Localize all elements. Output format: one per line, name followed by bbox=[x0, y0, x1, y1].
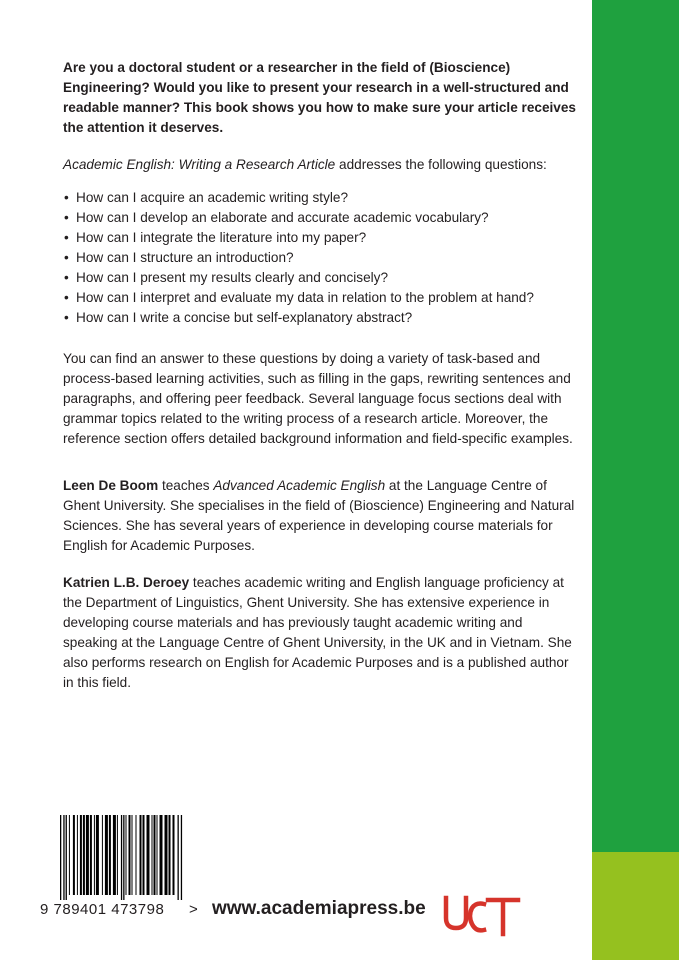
barcode-bar bbox=[77, 815, 78, 895]
list-item: • How can I present my results clearly and concisely? bbox=[63, 268, 578, 288]
author-bio-de-boom bbox=[63, 476, 578, 556]
list-item: • How can I acquire an academic writing style? bbox=[63, 188, 578, 208]
author-bio-text: at the Language Centre of Ghent University. She specialises in the field of (Bioscience) Engineering and Natural Sciences. She has several years of experience in developing course materials for English for Academic Purposes. bbox=[63, 478, 575, 553]
barcode-bar bbox=[105, 815, 108, 895]
barcode-bar bbox=[113, 815, 116, 895]
isbn-digits: 9 789401 473798 bbox=[40, 901, 165, 918]
barcode-bar bbox=[90, 815, 92, 895]
questions-intro bbox=[63, 155, 578, 175]
barcode-bar bbox=[154, 815, 156, 895]
publisher-website: www.academiapress.be bbox=[212, 898, 426, 919]
back-cover-text bbox=[63, 58, 578, 693]
list-item: • How can I write a concise but self-explanatory abstract? bbox=[63, 308, 578, 328]
barcode-bar bbox=[132, 815, 133, 895]
barcode-bar bbox=[147, 815, 150, 895]
barcode-bar bbox=[143, 815, 145, 895]
barcode-bar bbox=[60, 815, 61, 900]
barcode-bar bbox=[102, 815, 103, 895]
barcode-bar bbox=[152, 815, 153, 895]
list-item: • How can I integrate the literature into my paper? bbox=[63, 228, 578, 248]
book-title: Academic English: Writing a Research Article bbox=[63, 157, 336, 172]
lime-side-stripe bbox=[592, 852, 679, 960]
barcode-bar bbox=[160, 815, 163, 895]
questions-list bbox=[63, 188, 578, 328]
barcode-bar bbox=[165, 815, 168, 895]
barcode-bar bbox=[66, 815, 67, 900]
author-name: Katrien L.B. Deroey bbox=[63, 575, 190, 590]
barcode-bar bbox=[109, 815, 111, 895]
author-bio-deroey bbox=[63, 573, 578, 693]
list-item: • How can I develop an elaborate and accurate academic vocabulary? bbox=[63, 208, 578, 228]
description-paragraph: You can find an answer to these questions by doing a variety of task-based and process-based learning activities, such as filling in the gaps, rewriting sentences and paragraphs, and offering peer feedback. Several language focus sections deal with grammar topics related to the writing process of a research article. Moreover, the reference section offers detailed background information and field-specific examples. bbox=[63, 351, 573, 446]
barcode-bar bbox=[80, 815, 82, 895]
barcode-bar bbox=[117, 815, 118, 895]
barcode-bar bbox=[181, 815, 182, 900]
barcode-bar bbox=[157, 815, 158, 895]
barcode-bar bbox=[123, 815, 124, 900]
course-title: Advanced Academic English bbox=[213, 478, 386, 493]
author-bio-text: teaches academic writing and English language proficiency at the Department of Linguistics, Ghent University. She has extensive experience in developing course materials and has previously taught academic writing and speaking at the Language Centre of Ghent University, in the UK and in Vietnam. She also performs research on English for Academic Purposes and is a published author in this field. bbox=[63, 575, 572, 690]
author-bio-text: teaches bbox=[158, 478, 214, 493]
isbn-arrow: > bbox=[189, 901, 198, 918]
barcode-bar bbox=[136, 815, 137, 895]
barcode-bar bbox=[83, 815, 85, 895]
list-item: • How can I structure an introduction? bbox=[63, 248, 578, 268]
barcode-bar bbox=[169, 815, 171, 895]
intro-paragraph: Are you a doctoral student or a researcher in the field of (Bioscience) Engineering? Would you like to present your research in a well-structured and readable manner? This book shows you how to make sure your article receives the attention it deserves. bbox=[63, 60, 576, 135]
barcode-bar bbox=[140, 815, 142, 895]
barcode-bar bbox=[178, 815, 179, 900]
barcode-bar bbox=[126, 815, 127, 895]
barcode-bar bbox=[73, 815, 75, 895]
barcode-bar bbox=[96, 815, 99, 895]
barcode-bar bbox=[69, 815, 70, 895]
ugent-logo bbox=[440, 892, 522, 938]
barcode-bar bbox=[63, 815, 64, 900]
barcode bbox=[58, 815, 185, 900]
questions-intro-rest: addresses the following questions: bbox=[335, 157, 547, 172]
list-item: • How can I interpret and evaluate my data in relation to the problem at hand? bbox=[63, 288, 578, 308]
author-name: Leen De Boom bbox=[63, 478, 159, 493]
barcode-bar bbox=[129, 815, 131, 895]
barcode-bar bbox=[121, 815, 122, 900]
barcode-bar bbox=[173, 815, 175, 895]
barcode-bar bbox=[94, 815, 95, 895]
barcode-bar bbox=[86, 815, 89, 895]
green-side-stripe bbox=[592, 0, 679, 852]
